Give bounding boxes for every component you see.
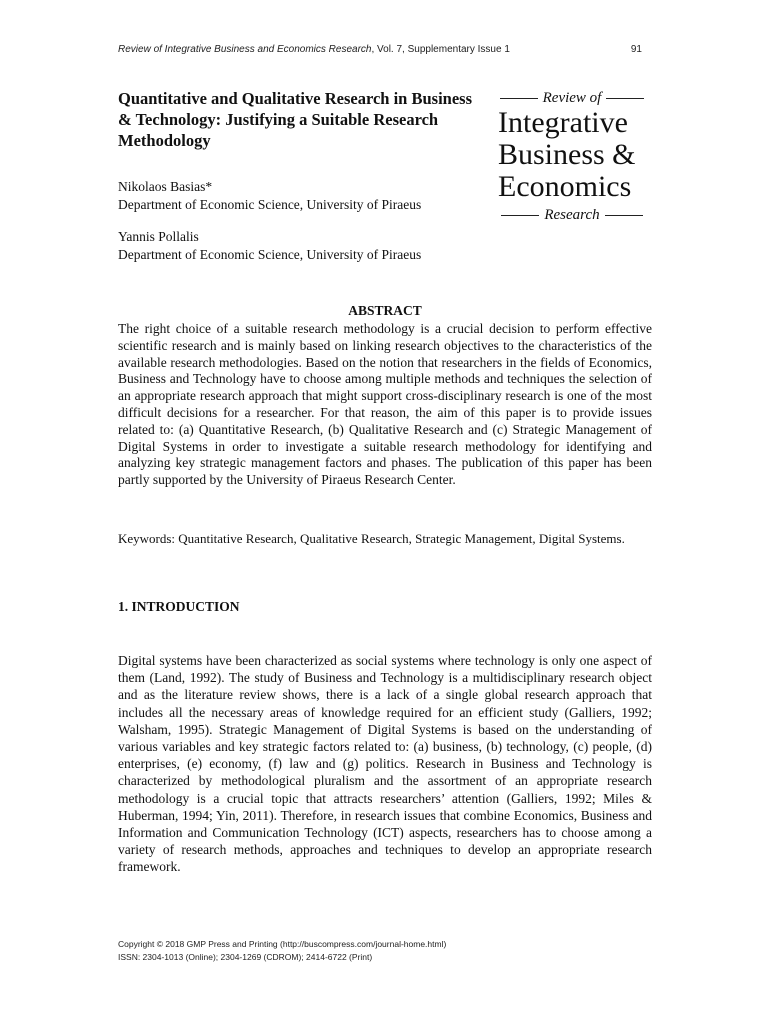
- paper-title: Quantitative and Qualitative Research in Business & Technology: Justifying a Suitable Research Methodology: [118, 89, 473, 150]
- author-block: [118, 228, 421, 263]
- logo-top-text: Review of: [542, 90, 602, 106]
- logo-bottom-line: [494, 207, 650, 224]
- author-name: Yannis Pollalis: [118, 229, 199, 244]
- logo-rule: [605, 215, 643, 216]
- abstract-text: The right choice of a suitable research methodology is a crucial decision to perform effective scientific research and is mainly based on linking research objectives to the characteristics of the available research methodologies. Based on the notion that researchers in the fields of Economics, Business and Technology have to choose among multiple methods and techniques the selection of an appropriate research approach that might support cross-disciplinary research is one of the most difficult decisions for a researcher. For that reason, the aim of this paper is to provide issues related to: (a) Quantitative Research, (b) Qualitative Research and (c) Strategic Management of Digital Systems in order to investigate a suitable research methodology for identifying and analyzing key strategic management factors and phases. The publication of this paper has been partly supported by the University of Piraeus Research Center.: [118, 321, 652, 488]
- section-heading: 1. INTRODUCTION: [118, 599, 240, 614]
- author-block: [118, 178, 421, 213]
- issn-line: ISSN: 2304-1013 (Online); 2304-1269 (CDROM); 2414-6722 (Print): [118, 952, 373, 962]
- logo-top-line: [494, 90, 650, 107]
- introduction-text: Digital systems have been characterized as social systems where technology is only one aspect of them (Land, 1992). The study of Business and Technology is a multidisciplinary research object and as the literature review shows, there is a lack of a single global research approach that includes all the necessary areas of knowledge required for an efficient study (Galliers, 1992; Walsham, 1995). Strategic Management of Digital Systems is based on the understanding of various variables and key strategic factors related to: (a) business, (b) technology, (c) people, (d) enterprises, (e) economy, (f) law and (g) politics. Research in Business and Technology is characterized by methodological pluralism and the assortment of an appropriate research methodology is a crucial topic that attracts researchers’ attention (Galliers, 1992; Miles & Huberman, 1994; Yin, 2011). Therefore, in research issues that combine Economics, Business and Information and Communication Technology (ICT) aspects, researchers has to choose among a variety of research methods, approaches and techniques to develop an appropriate research framework.: [118, 653, 652, 875]
- journal-name: Review of Integrative Business and Economics Research, Vol. 7, Supplementary Issue 1: [118, 44, 510, 55]
- copyright-line: Copyright © 2018 GMP Press and Printing (http://buscompress.com/journal-home.html): [118, 939, 447, 949]
- logo-rule: [606, 98, 644, 99]
- page-number: 91: [630, 44, 642, 55]
- author-name: Nikolaos Basias*: [118, 179, 213, 194]
- logo-rule: [501, 215, 539, 216]
- logo-bottom-text: Research: [544, 207, 600, 223]
- logo-line-3: Economics: [498, 170, 632, 203]
- logo-line-2: Business &: [498, 138, 636, 171]
- keywords: Keywords: Quantitative Research, Qualitative Research, Strategic Management, Digital Systems.: [118, 531, 625, 546]
- author-affiliation: Department of Economic Science, University of Piraeus: [118, 196, 422, 212]
- page-footer: [118, 938, 652, 964]
- author-affiliation: Department of Economic Science, University of Piraeus: [118, 246, 422, 262]
- running-header: [118, 44, 650, 55]
- logo-rule: [500, 98, 538, 99]
- logo-line-1: Integrative: [498, 106, 628, 139]
- abstract-heading: ABSTRACT: [348, 303, 422, 318]
- journal-logo: [494, 90, 650, 224]
